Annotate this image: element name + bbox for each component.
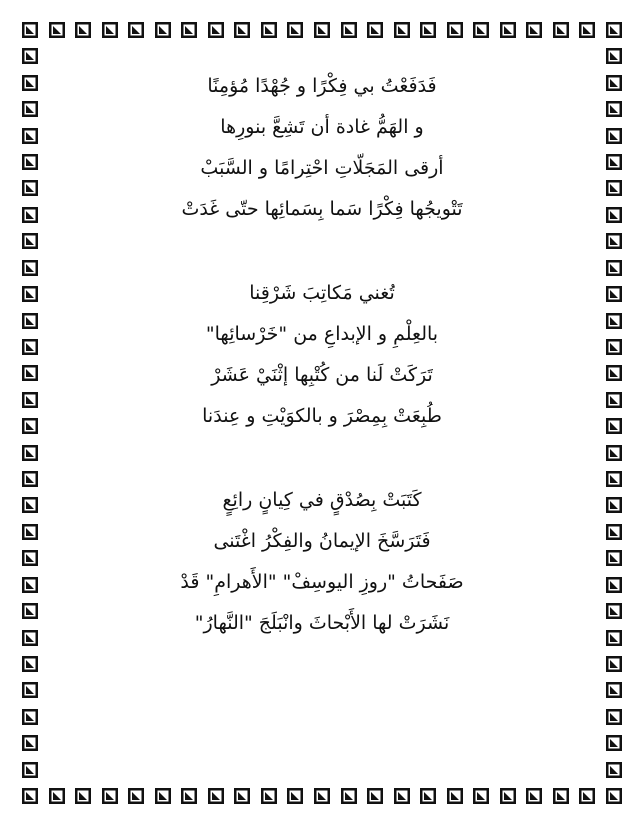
border-tile (22, 154, 38, 170)
border-tile (553, 22, 569, 38)
poem-line: و الهَمُّ غادة أن تَشِعَّ بنورِها (220, 116, 424, 138)
border-tile (314, 22, 330, 38)
border-tile (420, 788, 436, 804)
border-tile (22, 339, 38, 355)
border-tile (526, 22, 542, 38)
poem-line: بالعِلْمِ و الإبداعِ من "خَرْسائِها" (205, 323, 439, 345)
border-tile (49, 788, 65, 804)
poem-line: فَدَفَعْتُ بي فِكْرًا و جُهْدًا مُؤمِنًا (207, 75, 437, 97)
border-tile (606, 180, 622, 196)
border-tile (606, 418, 622, 434)
stanza (60, 66, 584, 230)
border-tile (606, 497, 622, 513)
border-tile (22, 682, 38, 698)
border-tile (22, 48, 38, 64)
poem-line: فَتَرَسَّخَ الإيمانُ والفِكْرُ اغْتَنى (213, 530, 431, 552)
border-tile (606, 233, 622, 249)
border-tile (22, 207, 38, 223)
border-tile (22, 313, 38, 329)
border-tile (606, 550, 622, 566)
border-tile (579, 788, 595, 804)
border-tile (234, 22, 250, 38)
border-tile (500, 788, 516, 804)
border-tile (606, 682, 622, 698)
border-tile (155, 22, 171, 38)
border-tile (606, 762, 622, 778)
border-tile (22, 603, 38, 619)
border-tile (606, 656, 622, 672)
border-tile (473, 788, 489, 804)
border-tile (22, 709, 38, 725)
poem-line: أرقى المَجَلّاتِ احْتِرامًا و السَّبَبْ (200, 157, 444, 179)
poem (60, 66, 584, 687)
border-tile (606, 48, 622, 64)
border-tile (22, 445, 38, 461)
border-tile (22, 365, 38, 381)
border-tile (579, 22, 595, 38)
border-tile (606, 75, 622, 91)
border-tile (606, 313, 622, 329)
border-tile (606, 577, 622, 593)
border-tile (22, 630, 38, 646)
border-tile (22, 735, 38, 751)
border-tile (22, 788, 38, 804)
border-tile (22, 418, 38, 434)
poem-line: تَرَكَتْ لَنا من كُتْبِها إثْنَيْ عَشَرْ (211, 364, 433, 386)
border-tile (128, 788, 144, 804)
border-tile (606, 445, 622, 461)
border-tile (606, 128, 622, 144)
border-tile (22, 180, 38, 196)
border-tile (22, 128, 38, 144)
border-tile (22, 286, 38, 302)
border-tile (606, 392, 622, 408)
border-tile (447, 788, 463, 804)
border-tile (22, 101, 38, 117)
border-tile (341, 22, 357, 38)
stanza (60, 273, 584, 437)
border-tile (606, 603, 622, 619)
border-tile (606, 207, 622, 223)
border-tile (341, 788, 357, 804)
border-tile (367, 788, 383, 804)
border-tile (473, 22, 489, 38)
border-tile (606, 471, 622, 487)
border-tile (22, 656, 38, 672)
border-tile (181, 788, 197, 804)
border-tile (22, 550, 38, 566)
border-tile (261, 788, 277, 804)
border-tile (22, 577, 38, 593)
border-tile (394, 788, 410, 804)
border-tile (500, 22, 516, 38)
border-tile (181, 22, 197, 38)
poem-line: نَشَرَتْ لها الأَبْحاثَ وانْبَلَجَ "النَّهارُ" (194, 612, 450, 634)
border-tile (606, 286, 622, 302)
border-tile (22, 762, 38, 778)
border-tile (606, 154, 622, 170)
border-tile (606, 524, 622, 540)
poem-line: طُبِعَتْ بِمِصْرَ و بالكوَيْتِ و عِندَنا (202, 405, 442, 427)
border-tile (22, 233, 38, 249)
border-tile (22, 75, 38, 91)
border-tile (606, 735, 622, 751)
border-tile (22, 392, 38, 408)
border-tile (367, 22, 383, 38)
border-tile (606, 709, 622, 725)
border-tile (208, 22, 224, 38)
border-tile (447, 22, 463, 38)
border-tile (526, 788, 542, 804)
border-tile (420, 22, 436, 38)
border-tile (22, 260, 38, 276)
poem-line: كَتَبَتْ بِصُدْقٍ في كِيانٍ رائِعٍ (222, 489, 422, 511)
border-tile (22, 22, 38, 38)
border-tile (287, 788, 303, 804)
poem-line: تَتْويجُها فِكْرًا سَما بِسَمائِها حتّى غَدَتْ (181, 198, 463, 220)
border-tile (606, 101, 622, 117)
border-tile (75, 22, 91, 38)
border-tile (22, 471, 38, 487)
border-tile (102, 788, 118, 804)
border-tile (394, 22, 410, 38)
border-tile (102, 22, 118, 38)
border-tile (22, 524, 38, 540)
border-tile (75, 788, 91, 804)
border-tile (606, 22, 622, 38)
border-tile (49, 22, 65, 38)
border-tile (606, 365, 622, 381)
border-tile (314, 788, 330, 804)
border-tile (606, 788, 622, 804)
poem-line: تُغني مَكاتِبَ شَرْقِنا (249, 282, 395, 304)
border-tile (606, 339, 622, 355)
poem-line: صَفَحاتُ "روزِ اليوسِفْ" "الأَهرامِ" قَدْ (180, 571, 464, 593)
border-tile (22, 497, 38, 513)
border-tile (606, 260, 622, 276)
border-tile (155, 788, 171, 804)
border-tile (128, 22, 144, 38)
border-tile (553, 788, 569, 804)
border-tile (234, 788, 250, 804)
border-tile (287, 22, 303, 38)
border-tile (208, 788, 224, 804)
border-tile (606, 630, 622, 646)
border-tile (261, 22, 277, 38)
stanza (60, 480, 584, 644)
